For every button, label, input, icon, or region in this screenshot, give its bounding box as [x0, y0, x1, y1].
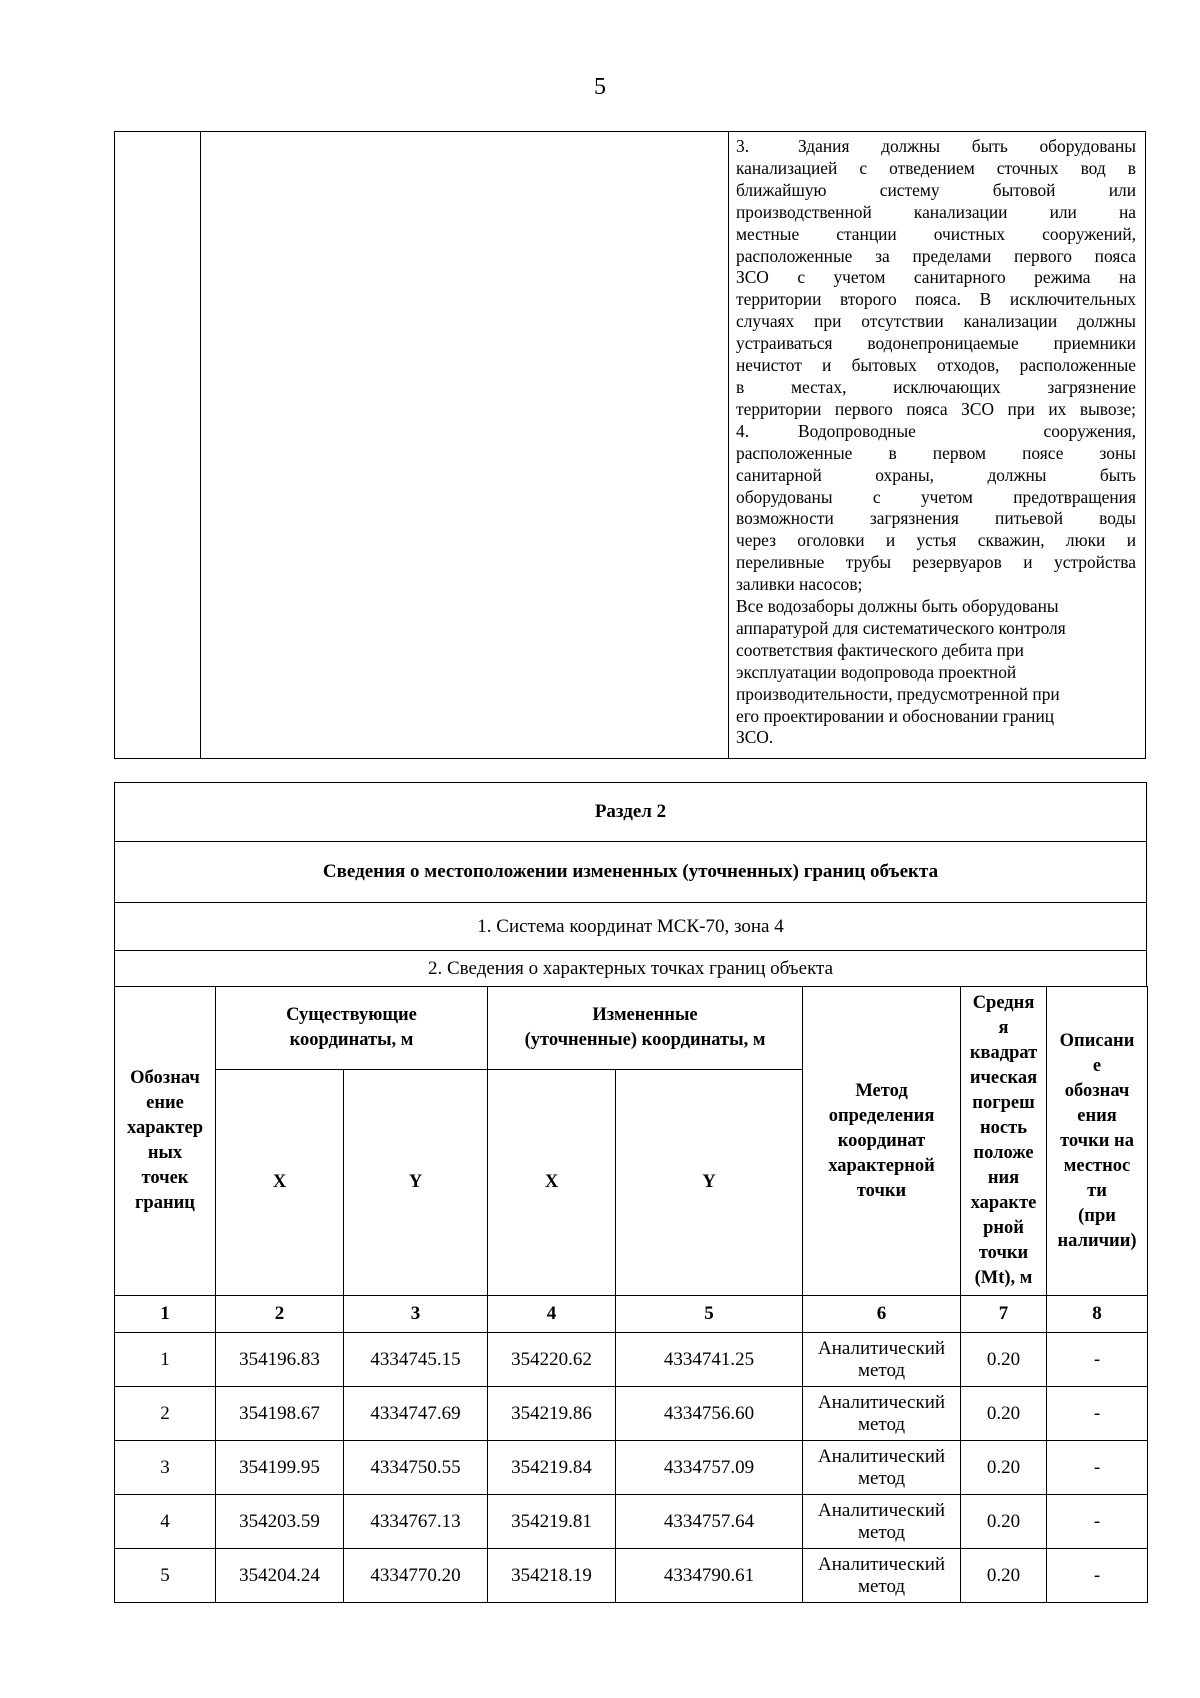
para3-line: территории первого пояса ЗСО при их вывозе;	[736, 398, 1136, 419]
para5-line: ЗСО.	[736, 727, 774, 748]
changed-y-cell: 4334756.60	[616, 1387, 803, 1441]
para4-line: возможности загрязнения питьевой воды	[736, 508, 1136, 529]
points-heading-row	[115, 951, 1147, 987]
empty-cell-2	[201, 132, 729, 759]
column-number: 7	[961, 1296, 1047, 1333]
section-subtitle: Сведения о местоположении измененных (уточненных) границ объекта	[115, 842, 1147, 903]
method-cell: Аналитический метод	[803, 1441, 961, 1495]
requirements-text-cell	[729, 132, 1146, 759]
requirements-table	[114, 131, 1146, 759]
points-table	[114, 986, 1148, 1603]
para3-number: 3.	[736, 136, 750, 156]
column-number-row	[115, 1296, 1148, 1333]
existing-x-cell: 354203.59	[216, 1495, 344, 1549]
para4-line: оборудованы с учетом предотвращения	[736, 486, 1136, 507]
para3-line: Здания должны быть оборудованы	[798, 136, 1136, 156]
description-cell: -	[1047, 1495, 1148, 1549]
page-number: 5	[594, 74, 606, 100]
existing-y-cell: 4334745.15	[344, 1333, 488, 1387]
para4-line: через оголовки и устья скважин, люки и	[736, 530, 1136, 551]
para4-first-line	[736, 421, 1136, 443]
para4-line: переливные трубы резервуаров и устройства	[736, 552, 1136, 573]
changed-x-cell: 354220.62	[488, 1333, 616, 1387]
para3-line: канализацией с отведением сточных вод в	[736, 157, 1136, 178]
description-cell: -	[1047, 1549, 1148, 1603]
error-header: Средня я квадрат ическая погреш ность положе ния характе рной точки (Mt), м	[961, 987, 1047, 1296]
coord-system: 1. Система координат МСК-70, зона 4	[115, 903, 1147, 951]
requirements-row	[115, 132, 1146, 759]
description-header: Описани е обознач ения точки на местнос ти (при наличии)	[1047, 987, 1148, 1296]
para5-line: Все водозаборы должны быть оборудованы	[736, 596, 1059, 617]
para4-line: заливки насосов;	[736, 574, 863, 595]
changed-x-header: X	[488, 1070, 616, 1296]
method-header: Метод определения координат характерной точки	[803, 987, 961, 1296]
column-number: 2	[216, 1296, 344, 1333]
header-row-1	[115, 987, 1148, 1070]
section-title: Раздел 2	[115, 783, 1147, 842]
table-row	[115, 1495, 1148, 1549]
mean-error-cell: 0.20	[961, 1387, 1047, 1441]
empty-cell-1	[115, 132, 201, 759]
method-cell: Аналитический метод	[803, 1495, 961, 1549]
existing-y-header: Y	[344, 1070, 488, 1296]
method-cell: Аналитический метод	[803, 1387, 961, 1441]
para3-line: местные станции очистных сооружений,	[736, 223, 1136, 244]
changed-y-header: Y	[616, 1070, 803, 1296]
para3-line: расположенные за пределами первого пояса	[736, 245, 1136, 266]
section-title-row	[115, 783, 1147, 842]
existing-x-header: X	[216, 1070, 344, 1296]
points-heading: 2. Сведения о характерных точках границ объекта	[115, 951, 1147, 987]
point-number-cell: 2	[115, 1387, 216, 1441]
para3-line: производственной канализации или на	[736, 201, 1136, 222]
column-number: 3	[344, 1296, 488, 1333]
existing-x-cell: 354204.24	[216, 1549, 344, 1603]
column-number: 5	[616, 1296, 803, 1333]
existing-x-cell: 354199.95	[216, 1441, 344, 1495]
description-cell: -	[1047, 1387, 1148, 1441]
para3-line: в местах, исключающих загрязнение	[736, 376, 1136, 397]
mean-error-cell: 0.20	[961, 1333, 1047, 1387]
table-row	[115, 1387, 1148, 1441]
requirements-text	[729, 132, 1145, 749]
para5-line: производительности, предусмотренной при	[736, 683, 1060, 704]
existing-y-cell: 4334747.69	[344, 1387, 488, 1441]
para5-line: эксплуатации водопровода проектной	[736, 661, 1017, 682]
table-row	[115, 1441, 1148, 1495]
changed-y-cell: 4334741.25	[616, 1333, 803, 1387]
method-cell: Аналитический метод	[803, 1549, 961, 1603]
description-cell: -	[1047, 1333, 1148, 1387]
para3-line: ближайшую систему бытовой или	[736, 179, 1136, 200]
mean-error-cell: 0.20	[961, 1441, 1047, 1495]
changed-y-cell: 4334757.09	[616, 1441, 803, 1495]
section-header-table	[114, 782, 1147, 987]
existing-y-cell: 4334767.13	[344, 1495, 488, 1549]
para3-line: ЗСО с учетом санитарного режима на	[736, 267, 1136, 288]
table-row	[115, 1333, 1148, 1387]
para4-line: расположенные в первом поясе зоны	[736, 442, 1136, 463]
existing-x-cell: 354196.83	[216, 1333, 344, 1387]
existing-y-cell: 4334770.20	[344, 1549, 488, 1603]
coord-system-row	[115, 903, 1147, 951]
point-number-cell: 3	[115, 1441, 216, 1495]
column-number: 6	[803, 1296, 961, 1333]
para3-line: нечистот и бытовых отходов, расположенные	[736, 355, 1136, 376]
para4-number: 4.	[736, 420, 750, 441]
column-number: 4	[488, 1296, 616, 1333]
points-body	[115, 1333, 1148, 1603]
point-number-cell: 1	[115, 1333, 216, 1387]
point-number-cell: 5	[115, 1549, 216, 1603]
existing-x-cell: 354198.67	[216, 1387, 344, 1441]
mean-error-cell: 0.20	[961, 1549, 1047, 1603]
method-cell: Аналитический метод	[803, 1333, 961, 1387]
changed-coords-header: Измененные (уточненные) координаты, м	[488, 987, 803, 1070]
changed-x-cell: 354219.86	[488, 1387, 616, 1441]
description-cell: -	[1047, 1441, 1148, 1495]
changed-x-cell: 354219.84	[488, 1441, 616, 1495]
para3-line: устраиваться водонепроницаемые приемники	[736, 333, 1136, 354]
changed-x-cell: 354219.81	[488, 1495, 616, 1549]
mean-error-cell: 0.20	[961, 1495, 1047, 1549]
para3-first-line	[736, 136, 1136, 158]
point-number-cell: 4	[115, 1495, 216, 1549]
designation-header: Обознач ение характер ных точек границ	[115, 987, 216, 1296]
column-number: 8	[1047, 1296, 1148, 1333]
para5-line: аппаратурой для систематического контроля	[736, 617, 1066, 638]
para5-line: его проектировании и обосновании границ	[736, 705, 1055, 726]
table-row	[115, 1549, 1148, 1603]
existing-coords-header: Существующие координаты, м	[216, 987, 488, 1070]
para5-line: соответствия фактического дебита при	[736, 639, 1024, 660]
para4-line: Водопроводные сооружения,	[798, 420, 1136, 441]
changed-y-cell: 4334790.61	[616, 1549, 803, 1603]
para4-line: санитарной охраны, должны быть	[736, 464, 1136, 485]
changed-x-cell: 354218.19	[488, 1549, 616, 1603]
para3-line: территории второго пояса. В исключительных	[736, 289, 1136, 310]
existing-y-cell: 4334750.55	[344, 1441, 488, 1495]
column-number: 1	[115, 1296, 216, 1333]
para3-line: случаях при отсутствии канализации должны	[736, 311, 1136, 332]
changed-y-cell: 4334757.64	[616, 1495, 803, 1549]
section-subtitle-row	[115, 842, 1147, 903]
